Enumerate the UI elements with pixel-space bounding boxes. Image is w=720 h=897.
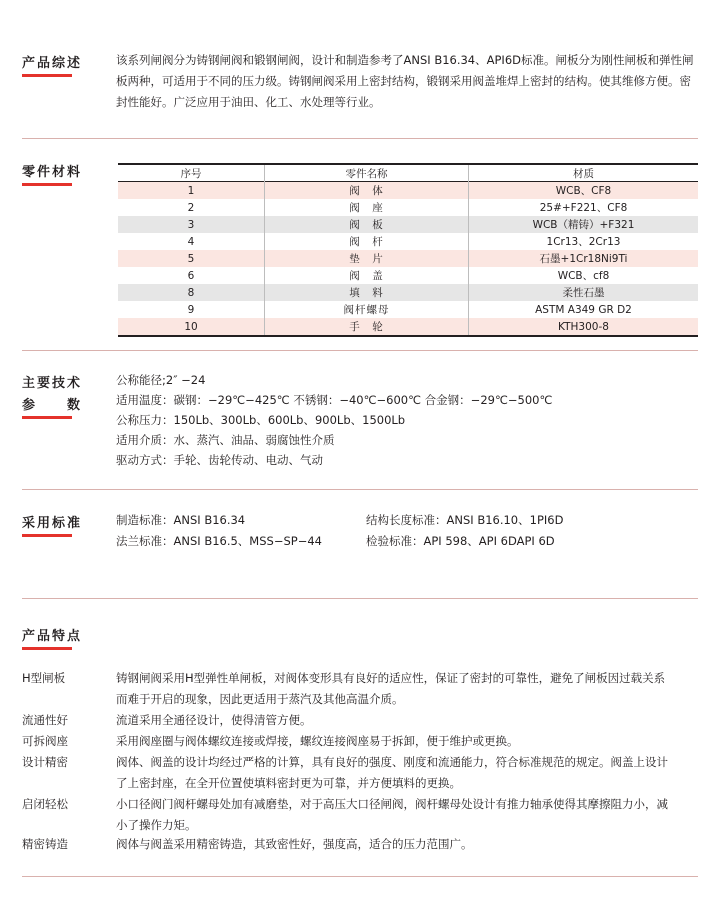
cell-no: 10: [118, 318, 265, 336]
section-divider: [22, 876, 698, 877]
cell-no: 6: [118, 267, 265, 284]
feature-text: 小口径阀门阀杆螺母处加有减磨垫，对于高压大口径闸阀，阀杆螺母处设计有推力轴承使得其摩擦阻力小，减小了操作力矩。: [116, 797, 668, 832]
cell-material: 25#+F221、CF8: [469, 199, 699, 216]
section-divider: [22, 489, 698, 490]
spec-line: 适用介质：水、蒸汽、油品、弱腐蚀性介质: [116, 433, 335, 447]
cell-name: 阀 盖: [265, 267, 469, 284]
spec-line: 适用温度：碳钢：−29℃−425℃ 不锈钢：−40℃−600℃ 合金钢：−29℃−500℃: [116, 393, 553, 407]
table-row: [118, 199, 698, 216]
table-row: [118, 267, 698, 284]
specs-title-line2: 参 数: [22, 398, 83, 413]
parts-title: 零件材料: [22, 161, 82, 186]
cell-material: WCB、CF8: [469, 182, 699, 200]
feature-text: 流道采用全通径设计，使得清管方便。: [116, 713, 312, 727]
cell-no: 5: [118, 250, 265, 267]
cell-name: 手 轮: [265, 318, 469, 336]
parts-table: [118, 163, 698, 337]
overview-text: 该系列闸阀分为铸钢闸阀和锻钢闸阀，设计和制造参考了ANSI B16.34、API6D标准。闸板分为刚性闸板和弹性闸板两种，可适用于不同的压力级。铸钢闸阀采用上密封结构，锻钢采用阀盖堆焊上密封的结构。使其维修方便。密封性能好。广泛应用于油田、化工、水处理等行业。: [116, 53, 694, 109]
cell-name: 阀 体: [265, 182, 469, 200]
cell-no: 8: [118, 284, 265, 301]
feature-label: H型闸板: [22, 671, 66, 685]
cell-material: WCB、cf8: [469, 267, 699, 284]
table-row: [118, 318, 698, 336]
title-underline: [22, 647, 72, 650]
col-header-material: 材质: [573, 167, 594, 180]
feature-text: 阀体、阀盖的设计均经过严格的计算，具有良好的强度、刚度和流通能力，符合标准规范的规定。阀盖上设计了上密封座，在全开位置使填料密封更为可靠，并方便填料的更换。: [116, 755, 668, 790]
feature-label: 启闭轻松: [22, 797, 68, 811]
title-underline: [22, 183, 72, 186]
title-underline: [22, 416, 72, 419]
cell-no: 9: [118, 301, 265, 318]
table-row: [118, 182, 698, 200]
section-divider: [22, 598, 698, 599]
table-row: [118, 216, 698, 233]
standard-flange: 法兰标准：ANSI B16.5、MSS−SP−44: [116, 534, 322, 548]
features-title: 产品特点: [22, 625, 82, 650]
section-divider: [22, 350, 698, 351]
cell-material: 石墨+1Cr18Ni9Ti: [469, 250, 699, 267]
table-row: [118, 284, 698, 301]
title-underline: [22, 534, 72, 537]
table-row: [118, 301, 698, 318]
cell-no: 4: [118, 233, 265, 250]
col-header-name: 零件名称: [265, 164, 469, 182]
feature-text: 采用阀座圈与阀体螺纹连接或焊接，螺纹连接阀座易于拆卸，便于维护或更换。: [116, 734, 519, 748]
feature-label: 流通性好: [22, 713, 68, 727]
cell-name: 填 料: [265, 284, 469, 301]
cell-no: 1: [118, 182, 265, 200]
col-header-no: 序号: [118, 164, 265, 182]
feature-label: 精密铸造: [22, 837, 68, 851]
table-row: [118, 250, 698, 267]
section-divider: [22, 138, 698, 139]
cell-no: 3: [118, 216, 265, 233]
standards-title: 采用标准: [22, 512, 82, 537]
cell-material: 柔性石墨: [469, 284, 699, 301]
feature-text: 阀体与阀盖采用精密铸造，其致密性好，强度高，适合的压力范围广。: [116, 837, 473, 851]
cell-material: ASTM A349 GR D2: [469, 301, 699, 318]
spec-line: 驱动方式：手轮、齿轮传动、电动、气动: [116, 453, 323, 467]
specs-title: [22, 372, 82, 419]
cell-material: KTH300-8: [469, 318, 699, 336]
spec-line: 公称压力：150Lb、300Lb、600Lb、900Lb、1500Lb: [116, 413, 406, 427]
standard-length: 结构长度标准：ANSI B16.10、1PI6D: [366, 513, 564, 527]
cell-material: 1Cr13、2Cr13: [469, 233, 699, 250]
title-underline: [22, 74, 72, 77]
cell-name: 阀 杆: [265, 233, 469, 250]
table-header-row: [118, 164, 698, 182]
feature-text: 铸钢闸阀采用H型弹性单闸板，对阀体变形具有良好的适应性，保证了密封的可靠性，避免了闸板因过载关系而难于开启的现象，因此更适用于蒸汽及其他高温介质。: [116, 671, 666, 706]
cell-name: 阀杆螺母: [265, 301, 469, 318]
cell-no: 2: [118, 199, 265, 216]
cell-name: 阀 板: [265, 216, 469, 233]
specs-title-line1: 主要技术: [22, 376, 83, 391]
standard-inspection: 检验标准：API 598、API 6DAPI 6D: [366, 534, 555, 548]
feature-label: 可拆阀座: [22, 734, 68, 748]
standard-manufacturing: 制造标准：ANSI B16.34: [116, 513, 246, 527]
cell-name: 垫 片: [265, 250, 469, 267]
overview-title: 产品综述: [22, 52, 82, 77]
cell-material: WCB（精铸）+F321: [469, 216, 699, 233]
cell-name: 阀 座: [265, 199, 469, 216]
table-row: [118, 233, 698, 250]
spec-line: 公称能径;2″ −24: [116, 373, 206, 387]
feature-label: 设计精密: [22, 755, 68, 769]
